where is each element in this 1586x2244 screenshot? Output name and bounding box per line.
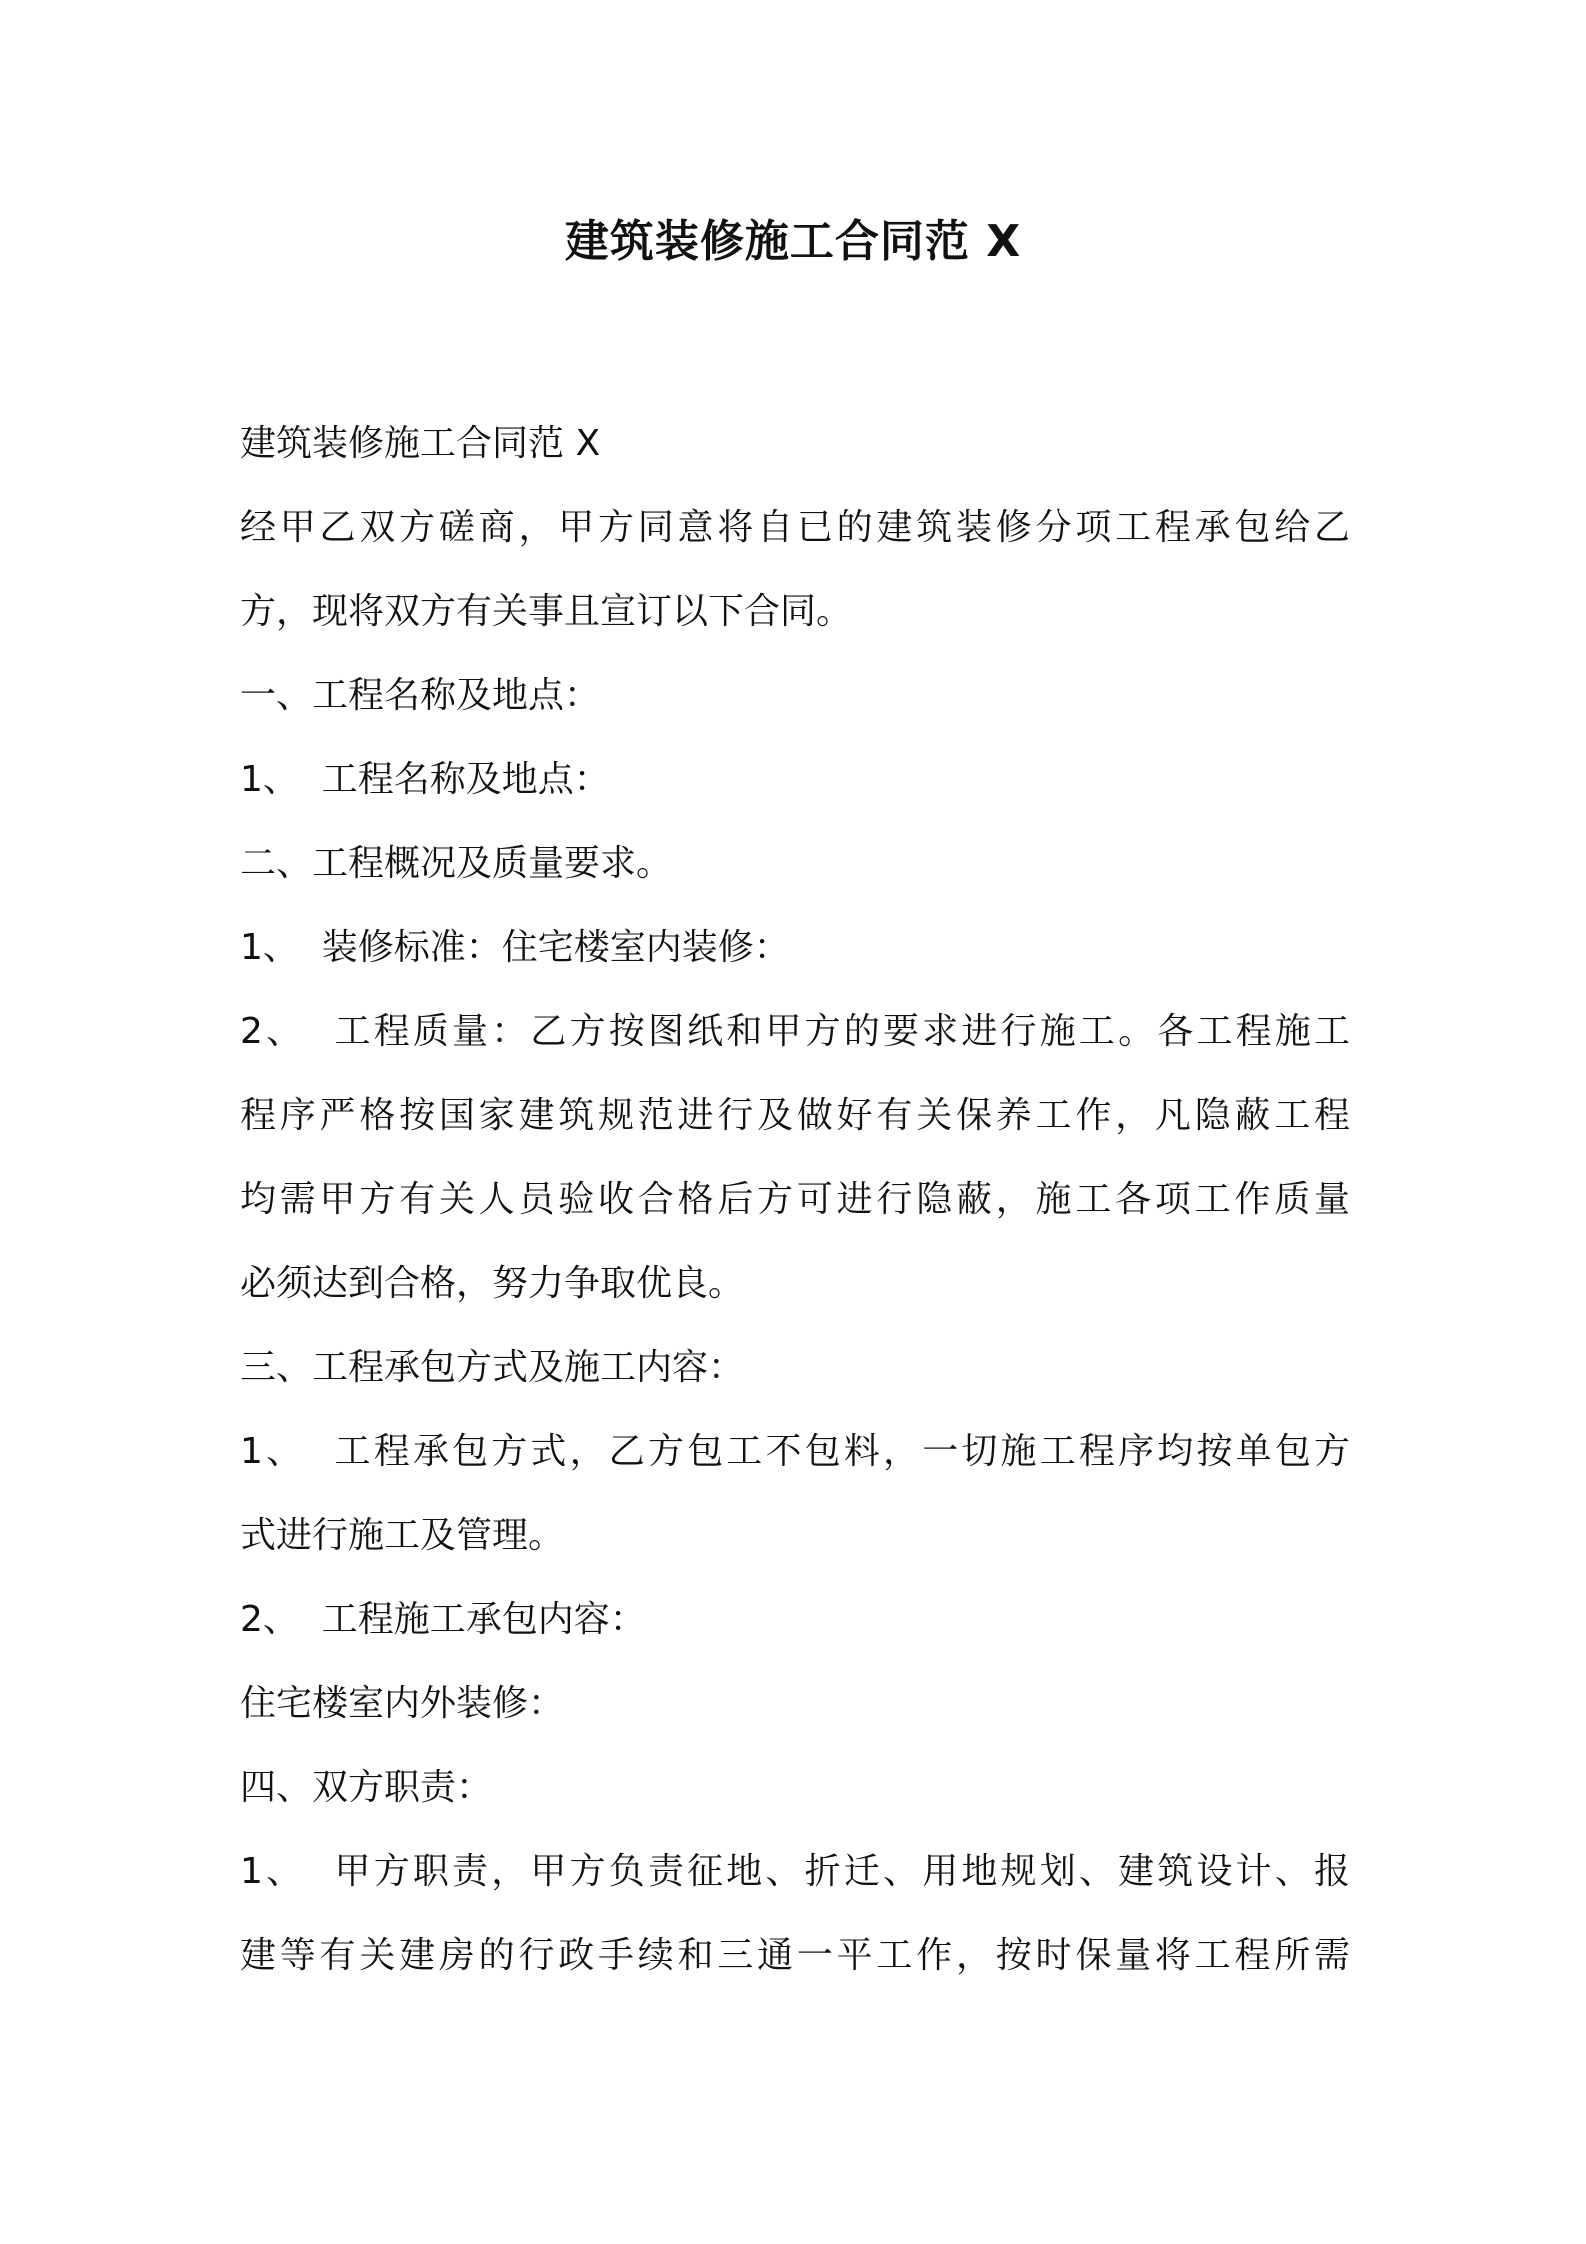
list-item: 1、 工程名称及地点： — [240, 759, 610, 800]
text-line-subtitle: 建筑装修施工合同范 X — [240, 423, 601, 464]
list-item: 2、 工程施工承包内容： — [240, 1599, 646, 1640]
text-line: 均需甲方有关人员验收合格后方可进行隐蔽，施工各项工作质量 — [240, 1179, 1350, 1220]
text-line: 住宅楼室内外装修： — [240, 1683, 565, 1724]
section-heading: 二、工程概况及质量要求。 — [240, 843, 673, 884]
text-line: 建等有关建房的行政手续和三通一平工作，按时保量将工程所需 — [240, 1935, 1350, 1976]
text-line: 式进行施工及管理。 — [240, 1515, 565, 1556]
document-body — [240, 402, 1350, 1998]
text-line: 经甲乙双方磋商，甲方同意将自已的建筑装修分项工程承包给乙 — [240, 507, 1350, 548]
document-title: 建筑装修施工合同范 X — [564, 216, 1022, 267]
text-line: 程序严格按国家建筑规范进行及做好有关保养工作，凡隐蔽工程 — [240, 1095, 1350, 1136]
list-item: 1、 工程承包方式，乙方包工不包料，一切施工程序均按单包方 — [240, 1431, 1350, 1472]
list-item: 1、 装修标准：住宅楼室内装修： — [240, 927, 790, 968]
text-line: 必须达到合格，努力争取优良。 — [240, 1263, 745, 1304]
list-item: 1、 甲方职责，甲方负责征地、折迁、用地规划、建筑设计、报 — [240, 1851, 1350, 1892]
text-line: 方，现将双方有关事且宣订以下合同。 — [240, 591, 853, 632]
section-heading: 一、工程名称及地点： — [240, 675, 601, 716]
section-heading: 四、双方职责： — [240, 1767, 493, 1808]
list-item: 2、 工程质量：乙方按图纸和甲方的要求进行施工。各工程施工 — [240, 1011, 1350, 1052]
section-heading: 三、工程承包方式及施工内容： — [240, 1347, 745, 1388]
